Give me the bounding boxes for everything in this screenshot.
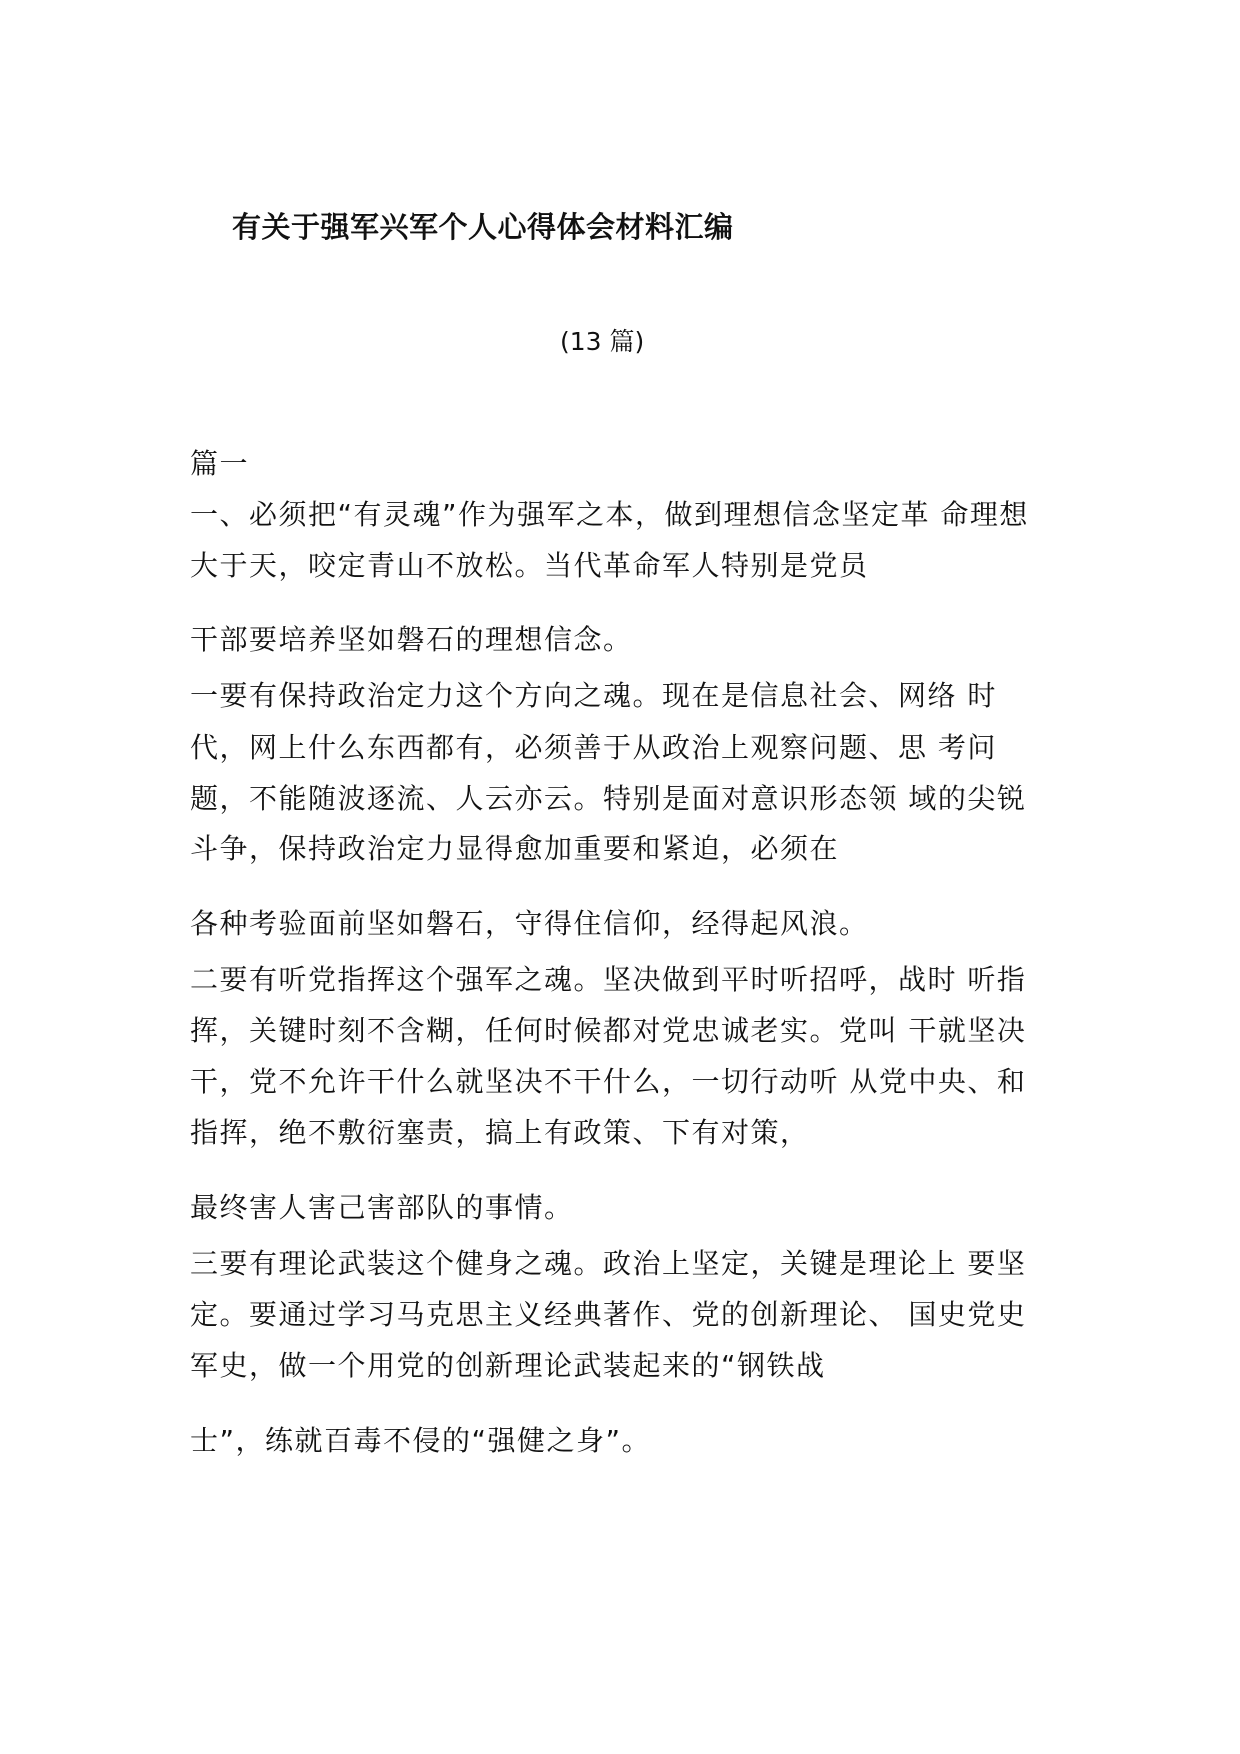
- body-line: 指挥，绝不敷衍塞责，搞上有政策、下有对策，: [190, 1116, 810, 1149]
- document-subtitle: (13 篇): [560, 327, 645, 356]
- body-line: 定。要通过学习马克思主义经典著作、党的创新理论、 国史党史: [190, 1298, 1027, 1331]
- document-title: 有关于强军兴军个人心得体会材料汇编: [232, 210, 734, 244]
- body-line: 大于天，咬定青山不放松。当代革命军人特别是党员: [190, 549, 869, 582]
- body-line: 一要有保持政治定力这个方向之魂。现在是信息社会、网络 时: [190, 679, 997, 712]
- body-line: 代，网上什么东西都有，必须善于从政治上观察问题、思 考问: [190, 731, 997, 764]
- body-line: 三要有理论武装这个健身之魂。政治上坚定，关键是理论上 要坚: [190, 1247, 1027, 1280]
- body-line: 挥，关键时刻不含糊，任何时候都对党忠诚老实。党叫 干就坚决: [190, 1014, 1027, 1047]
- body-line: 干，党不允许干什么就坚决不干什么，一切行动听 从党中央、和: [190, 1065, 1027, 1098]
- section-heading: 篇一: [190, 447, 250, 480]
- body-line: 士”，练就百毒不侵的“强健之身”。: [190, 1424, 652, 1457]
- body-line: 最终害人害己害部队的事情。: [190, 1191, 574, 1224]
- body-line: 题，不能随波逐流、人云亦云。特别是面对意识形态领 域的尖锐: [190, 782, 1027, 815]
- body-line: 各种考验面前坚如磐石，守得住信仰，经得起风浪。: [190, 907, 869, 940]
- body-line: 军史，做一个用党的创新理论武装起来的“钢铁战: [190, 1349, 826, 1382]
- body-line: 干部要培养坚如磐石的理想信念。: [190, 623, 633, 656]
- body-line: 一、必须把“有灵魂”作为强军之本，做到理想信念坚定革 命理想: [190, 498, 1029, 531]
- body-line: 二要有听党指挥这个强军之魂。坚决做到平时听招呼，战时 听指: [190, 963, 1027, 996]
- body-line: 斗争，保持政治定力显得愈加重要和紧迫，必须在: [190, 832, 840, 865]
